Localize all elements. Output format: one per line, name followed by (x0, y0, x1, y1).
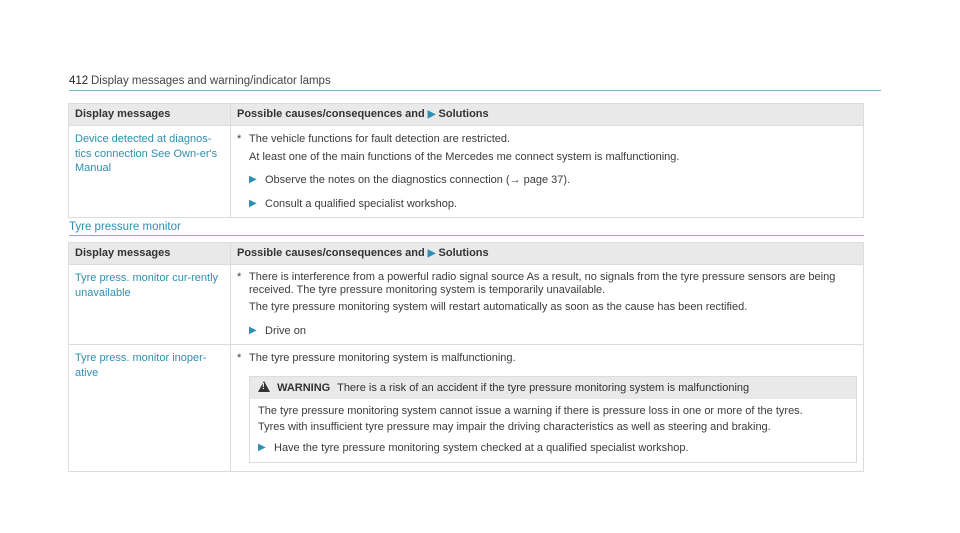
solution-cell (231, 345, 864, 472)
step-text: Drive on (265, 324, 306, 337)
solutions-header-label: Solutions (438, 108, 489, 120)
table-header-row (69, 104, 864, 126)
page-header-title: Display messages and warning/indicator lamps (91, 75, 331, 87)
play-arrow-icon: ▶ (249, 197, 257, 209)
table-row (69, 345, 864, 472)
table-row (69, 126, 864, 218)
solution-cell (231, 126, 864, 218)
star-icon: * (237, 352, 242, 364)
diagnostics-table (68, 103, 864, 218)
step-item (237, 197, 857, 212)
warning-headline: There is a risk of an accident if the tyre pressure monitoring system is malfunctioning (337, 381, 750, 394)
causes-header-label: Possible causes/consequences and (237, 108, 425, 120)
cause-line (237, 132, 857, 147)
warning-header (250, 377, 856, 399)
play-arrow-icon: ▶ (258, 441, 266, 453)
warning-label: WARNING (277, 381, 331, 394)
warning-box (249, 376, 857, 463)
step-item (237, 173, 857, 188)
cause-text: There is interference from a powerful radio signal source As a result, no signals from the tyre pressure sensors are being received. The tyre pressure monitoring system is temporarily unavailable. (249, 271, 836, 296)
section-rule (69, 235, 864, 236)
display-messages-header: Display messages (69, 104, 231, 126)
cause-line (237, 271, 857, 297)
cause-text: The tyre pressure monitoring system is malfunctioning. (249, 352, 516, 364)
play-arrow-icon: ▶ (427, 109, 436, 120)
solutions-header-label: Solutions (438, 247, 489, 259)
warning-line-2: Tyres with insufficient tyre pressure may impair the driving characteristics as well as steering and braking. (258, 420, 771, 433)
star-icon: * (237, 271, 242, 283)
page-header (69, 75, 881, 89)
warning-body (250, 399, 856, 462)
detail-text: At least one of the main functions of the Mercedes me connect system is malfunctioning. (249, 150, 680, 163)
display-message-text: Device detected at diagnos-tics connection See Own-er's Manual (75, 133, 218, 174)
causes-header (231, 104, 864, 126)
step-item (237, 324, 857, 339)
message-cell (69, 126, 231, 218)
display-messages-header: Display messages (69, 243, 231, 265)
step-item (258, 440, 848, 456)
cause-line (237, 351, 857, 366)
step-text: Have the tyre pressure monitoring system checked at a qualified specialist workshop. (274, 441, 689, 454)
detail-text: The tyre pressure monitoring system will restart automatically as soon as the cause has been rectified. (249, 301, 748, 313)
play-arrow-icon: ▶ (249, 324, 257, 336)
play-arrow-icon: ▶ (249, 174, 257, 185)
warning-triangle-icon (258, 381, 270, 392)
play-arrow-icon: ▶ (427, 248, 436, 259)
table-row (69, 265, 864, 345)
page-number: 412 (69, 75, 89, 87)
tyre-pressure-table (68, 242, 864, 472)
causes-header-label: Possible causes/consequences and (237, 247, 425, 259)
section-title: Tyre pressure monitor (69, 221, 181, 233)
display-message-text: Tyre press. monitor cur-rently unavailable (75, 272, 219, 299)
step-text: Observe the notes on the diagnostics connection (→ page 37). (265, 174, 571, 186)
step-text: Consult a qualified specialist workshop. (265, 197, 457, 210)
display-message-text: Tyre press. monitor inoper-ative (75, 352, 207, 379)
message-cell (69, 265, 231, 345)
message-cell (69, 345, 231, 472)
solution-cell (231, 265, 864, 345)
cause-text: The vehicle functions for fault detection are restricted. (249, 133, 511, 145)
star-icon: * (237, 133, 242, 145)
table-header-row (69, 243, 864, 265)
causes-header (231, 243, 864, 265)
warning-line-1: The tyre pressure monitoring system cannot issue a warning if there is pressure loss in one or more of the tyres. (258, 404, 803, 417)
header-rule (69, 90, 881, 91)
